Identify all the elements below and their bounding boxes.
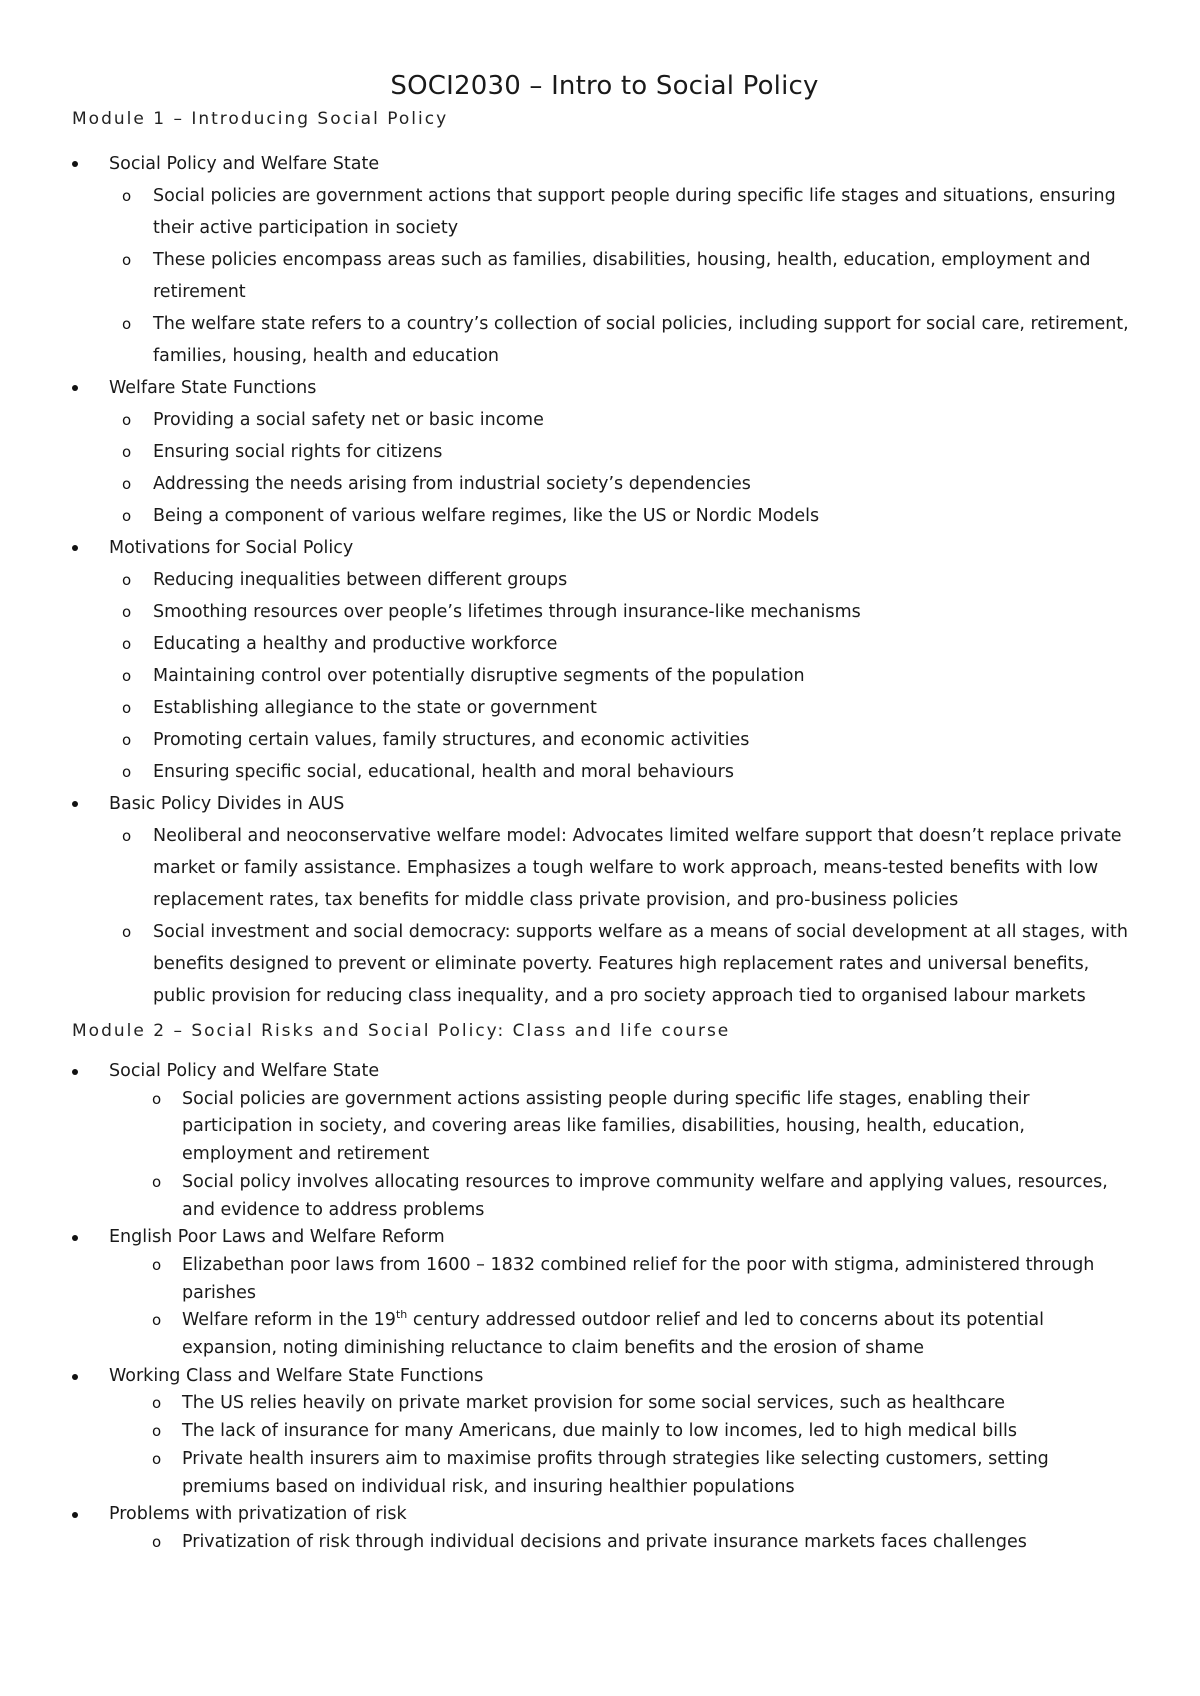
hollow-circle-bullet-icon: o [122,571,132,589]
bullet-dot-icon [72,385,78,391]
sub-bullet-text: Providing a social safety net or basic income [153,410,544,430]
hollow-circle-bullet-icon: o [122,443,132,461]
bullet-label: English Poor Laws and Welfare Reform [109,1227,445,1248]
bullet-item [72,148,1137,372]
bullet-label: Social Policy and Welfare State [109,1061,380,1081]
sub-bullet-item [72,1169,1137,1224]
bullet-item [72,1058,1137,1224]
sub-bullet-text: Being a component of various welfare regimes, like the US or Nordic Models [153,506,820,526]
sub-bullet-list [72,180,1137,372]
sub-bullet-list [72,1252,1137,1363]
hollow-circle-bullet-icon: o [122,667,132,685]
sub-bullet-item [72,1252,1137,1307]
superscript-ordinal: th [395,1308,408,1322]
sub-bullet-text: Smoothing resources over people’s lifetimes through insurance-like mechanisms [153,602,861,622]
hollow-circle-bullet-icon: o [122,635,132,653]
sub-bullet-text: Social policy involves allocating resources to improve community welfare and applying values, resources, and evidence to address problems [182,1171,1108,1220]
sub-bullet-text: Establishing allegiance to the state or government [153,698,597,718]
hollow-circle-bullet-icon: o [152,1394,162,1413]
hollow-circle-bullet-icon: o [152,1449,162,1468]
bullet-label: Welfare State Functions [109,378,317,398]
bullet-heading [72,1363,1137,1391]
bullet-dot-icon [72,1374,78,1380]
sub-bullet-list [72,1390,1137,1501]
sub-bullet-text: Privatization of risk through individual decisions and private insurance markets faces challenges [182,1531,1027,1552]
sub-bullet-text: Reducing inequalities between different groups [153,570,568,590]
hollow-circle-bullet-icon: o [122,827,132,845]
bullet-item [72,1501,1137,1556]
sub-bullet-item [72,724,1137,756]
sub-bullet-item [72,564,1137,596]
hollow-circle-bullet-icon: o [122,699,132,717]
sub-bullet-item [72,756,1137,788]
hollow-circle-bullet-icon: o [122,923,132,941]
sub-bullet-list [72,1086,1137,1225]
sub-bullet-item [72,500,1137,532]
hollow-circle-bullet-icon: o [122,763,132,781]
sub-bullet-text: Social policies are government actions that support people during specific life stages and situations, ensuring their active participation in society [153,186,1116,238]
hollow-circle-bullet-icon: o [152,1532,162,1551]
sub-bullet-list [72,404,1137,532]
bullet-dot-icon [72,1235,78,1241]
module-1-heading: Module 1 – Introducing Social Policy [72,109,449,129]
bullet-label: Problems with privatization of risk [109,1504,407,1525]
bullet-heading [72,1501,1137,1529]
bullet-dot-icon [72,1069,78,1075]
sub-bullet-text: The US relies heavily on private market provision for some social services, such as healthcare [182,1393,1005,1414]
sub-bullet-item [72,628,1137,660]
bullet-item [72,1363,1137,1502]
sub-bullet-text: Maintaining control over potentially disruptive segments of the population [153,666,805,686]
hollow-circle-bullet-icon: o [152,1255,162,1274]
module-2-bullet-list [72,1058,1137,1557]
sub-bullet-list [72,1529,1137,1557]
sub-bullet-item [72,820,1137,916]
sub-bullet-text: Private health insurers aim to maximise profits through strategies like selecting customers, setting premiums based on individual risk, and insuring healthier populations [182,1448,1049,1497]
sub-bullet-item [72,1086,1137,1169]
bullet-heading [72,148,1137,180]
hollow-circle-bullet-icon: o [122,187,132,205]
sub-bullet-text: Social investment and social democracy: supports welfare as a means of social development at all stages, with benefits designed to prevent or eliminate poverty. Features high replacement rates and universal benefits, public provision for reducing class inequality, and a pro society approach tied to organised labour markets [153,922,1128,1006]
hollow-circle-bullet-icon: o [152,1089,162,1108]
bullet-label: Social Policy and Welfare State [109,154,380,174]
module-2-heading: Module 2 – Social Risks and Social Policy: Class and life course [72,1021,731,1041]
hollow-circle-bullet-icon: o [122,507,132,525]
bullet-dot-icon [72,161,78,167]
bullet-heading [72,788,1137,820]
bullet-heading [72,1224,1137,1252]
document-title: SOCI2030 – Intro to Social Policy [390,71,819,101]
bullet-item [72,1224,1137,1363]
sub-bullet-item [72,404,1137,436]
hollow-circle-bullet-icon: o [152,1172,162,1191]
bullet-dot-icon [72,545,78,551]
bullet-heading [72,1058,1137,1086]
hollow-circle-bullet-icon: o [122,603,132,621]
bullet-label: Motivations for Social Policy [109,538,354,558]
sub-bullet-item [72,468,1137,500]
sub-bullet-text: Neoliberal and neoconservative welfare model: Advocates limited welfare support that doesn’t replace private market or family assistance. Emphasizes a tough welfare to work approach, means-tested benefits with low replacement rates, tax benefits for middle class private provision, and pro-business policies [153,826,1122,910]
hollow-circle-bullet-icon: o [152,1422,162,1441]
sub-bullet-item [72,1446,1137,1501]
sub-bullet-text: Welfare reform in the 19th century addressed outdoor relief and led to concerns about its potential expansion, noting diminishing reluctance to claim benefits and the erosion of shame [182,1308,1044,1359]
bullet-heading [72,532,1137,564]
document-page [72,68,1137,1557]
sub-bullet-list [72,820,1137,1012]
sub-bullet-item [72,244,1137,308]
bullet-dot-icon [72,801,78,807]
hollow-circle-bullet-icon: o [152,1311,162,1330]
sub-bullet-text: Elizabethan poor laws from 1600 – 1832 combined relief for the poor with stigma, administered through parishes [182,1254,1095,1303]
sub-bullet-item [72,596,1137,628]
bullet-item [72,532,1137,788]
sub-bullet-text: The welfare state refers to a country’s collection of social policies, including support for social care, retirement, families, housing, health and education [153,314,1129,366]
sub-bullet-list [72,564,1137,788]
hollow-circle-bullet-icon: o [122,411,132,429]
hollow-circle-bullet-icon: o [122,251,132,269]
sub-bullet-text: Ensuring social rights for citizens [153,442,443,462]
sub-bullet-text: These policies encompass areas such as families, disabilities, housing, health, education, employment and retirement [153,250,1091,302]
sub-bullet-item [72,660,1137,692]
bullet-label: Working Class and Welfare State Functions [109,1365,484,1386]
bullet-item [72,372,1137,532]
bullet-item [72,788,1137,1012]
sub-bullet-item [72,436,1137,468]
hollow-circle-bullet-icon: o [122,475,132,493]
bullet-label: Basic Policy Divides in AUS [109,794,345,814]
sub-bullet-item [72,1529,1137,1557]
sub-bullet-text: Promoting certain values, family structures, and economic activities [153,730,750,750]
bullet-dot-icon [72,1512,78,1518]
sub-bullet-text: Educating a healthy and productive workforce [153,634,558,654]
sub-bullet-text: The lack of insurance for many Americans, due mainly to low incomes, led to high medical bills [182,1421,1017,1442]
sub-bullet-item [72,1390,1137,1418]
sub-bullet-item [72,180,1137,244]
sub-bullet-text: Addressing the needs arising from industrial society’s dependencies [153,474,751,494]
sub-bullet-item [72,692,1137,724]
hollow-circle-bullet-icon: o [122,315,132,333]
sub-bullet-item [72,1418,1137,1446]
bullet-heading [72,372,1137,404]
hollow-circle-bullet-icon: o [122,731,132,749]
sub-bullet-item [72,1307,1137,1362]
sub-bullet-text: Social policies are government actions assisting people during specific life stages, enabling their participation in society, and covering areas like families, disabilities, housing, health, education, employment and retirement [182,1088,1030,1165]
sub-bullet-item [72,916,1137,1012]
module-1-bullet-list [72,148,1137,1012]
sub-bullet-text: Ensuring specific social, educational, health and moral behaviours [153,762,734,782]
sub-bullet-item [72,308,1137,372]
